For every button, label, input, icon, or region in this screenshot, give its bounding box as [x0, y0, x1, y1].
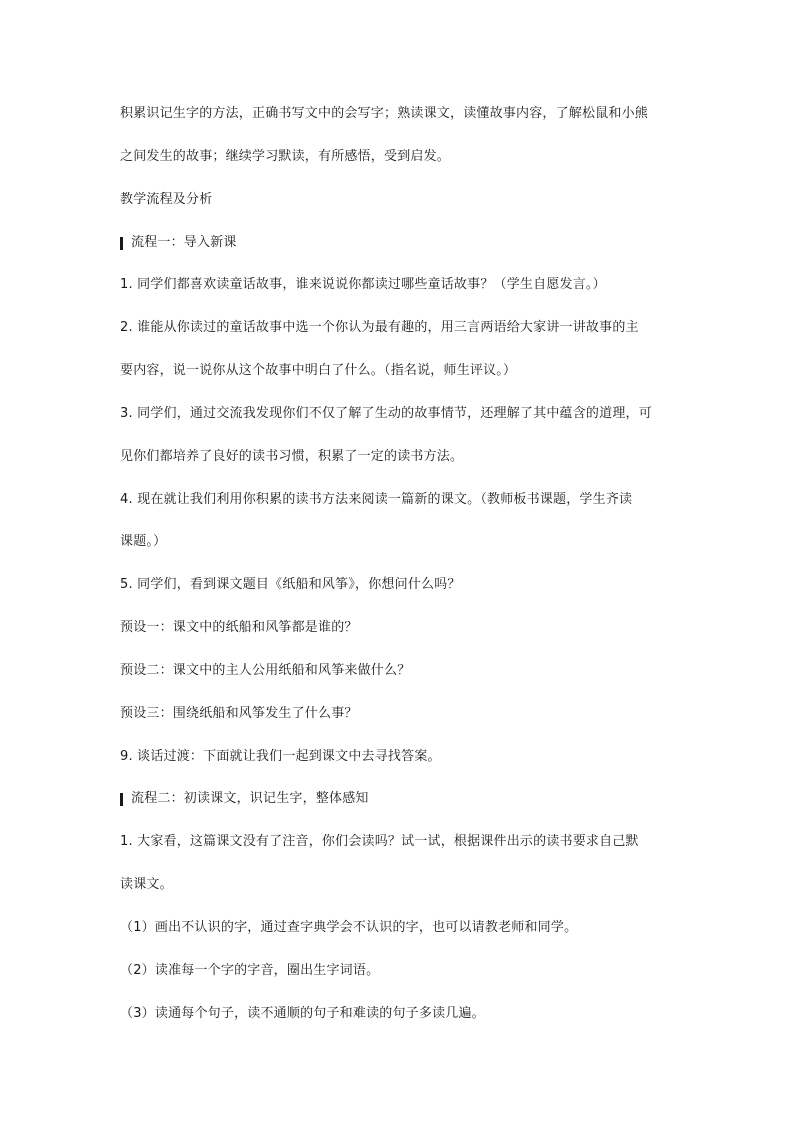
heading-bar-icon [120, 237, 123, 250]
process-two-heading-text: 流程二：初读课文，识记生字，整体感知 [131, 791, 369, 806]
step-4-line-1: 4. 现在就让我们利用你积累的读书方法来阅读一篇新的课文。（教师板书课题，学生齐读 [120, 492, 633, 507]
step-4-line-2: 课题。） [120, 534, 167, 549]
process-one-heading [120, 235, 237, 251]
objective-line-2: 之间发生的故事；继续学习默读，有所感悟，受到启发。 [120, 149, 451, 164]
requirement-3-line: （3）读通每个句子，读不通顺的句子和难读的句子多读几遍。 [120, 1006, 485, 1021]
step-p2-1-line-2: 读课文。 [120, 877, 173, 892]
preset-three-line: 预设三：围绕纸船和风筝发生了什么事？ [120, 706, 358, 721]
process-one-heading-text: 流程一：导入新课 [131, 235, 237, 250]
section-title: 教学流程及分析 [120, 192, 213, 207]
step-5-line: 5. 同学们，看到课文题目《纸船和风筝》，你想问什么吗？ [120, 577, 461, 592]
step-1-line: 1. 同学们都喜欢读童话故事，谁来说说你都读过哪些童话故事？（学生自愿发言。） [120, 277, 606, 292]
heading-bar-icon [120, 793, 123, 806]
requirement-1-line: （1）画出不认识的字，通过查字典学会不认识的字，也可以请教老师和同学。 [120, 920, 578, 935]
step-9-line: 9. 谈话过渡：下面就让我们一起到课文中去寻找答案。 [120, 749, 441, 764]
step-2-line-2: 要内容，说一说你从这个故事中明白了什么。（指名说，师生评议。） [120, 363, 517, 378]
objective-line-1: 积累识记生字的方法，正确书写文中的会写字；熟读课文，读懂故事内容，了解松鼠和小熊 [120, 106, 649, 121]
step-3-line-2: 见你们都培养了良好的读书习惯，积累了一定的读书方法。 [120, 449, 464, 464]
step-3-line-1: 3. 同学们，通过交流我发现你们不仅了解了生动的故事情节，还理解了其中蕴含的道理，可 [120, 406, 652, 421]
preset-two-line: 预设二：课文中的主人公用纸船和风筝来做什么？ [120, 663, 411, 678]
requirement-2-line: （2）读准每一个字的字音，圈出生字词语。 [120, 963, 380, 978]
preset-one-line: 预设一：课文中的纸船和风筝都是谁的？ [120, 620, 358, 635]
step-p2-1-line-1: 1. 大家看，这篇课文没有了注音，你们会读吗？试一试，根据课件出示的读书要求自己默 [120, 834, 639, 849]
step-2-line-1: 2. 谁能从你读过的童话故事中选一个你认为最有趣的，用三言两语给大家讲一讲故事的主 [120, 320, 639, 335]
process-two-heading [120, 791, 369, 807]
